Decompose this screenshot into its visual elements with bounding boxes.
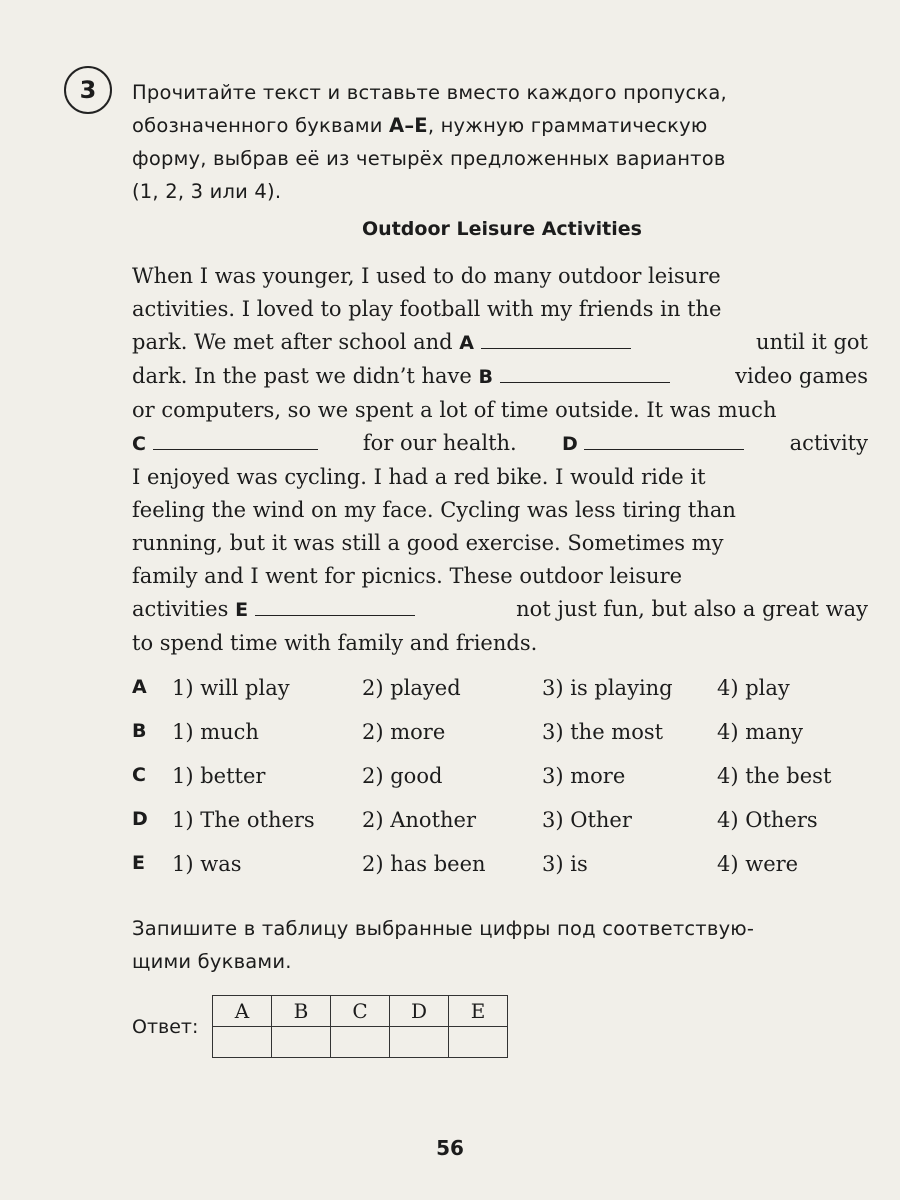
option-2[interactable]: 2) more	[362, 720, 446, 744]
answer-table-header	[213, 996, 508, 1027]
option-letter: D	[132, 808, 148, 830]
gap-letter-b: B	[478, 366, 493, 388]
text-line	[132, 293, 868, 326]
option-4[interactable]: 4) play	[717, 676, 790, 700]
text-fragment	[132, 427, 318, 461]
instruction-letters: A–E	[389, 114, 428, 137]
text-fragment: not just fun, but also a great way	[516, 597, 868, 621]
text-fragment: family and I went for picnics. These outdoor leisure	[132, 564, 683, 588]
gap-b-blank	[500, 360, 670, 383]
text-fragment: activity	[789, 431, 868, 455]
page-number: 56	[436, 1136, 464, 1160]
instruction-line	[132, 109, 872, 142]
gap-a-blank	[481, 326, 631, 349]
gap-c-blank	[153, 427, 318, 450]
gap-e-blank	[255, 593, 415, 616]
option-letter: A	[132, 676, 147, 698]
gap-letter-d: D	[561, 433, 578, 455]
option-row-c	[132, 764, 872, 808]
answer-cell-b[interactable]	[272, 1027, 331, 1058]
answer-options	[132, 676, 872, 896]
option-2[interactable]: 2) Another	[362, 808, 476, 832]
answer-header-e: E	[449, 996, 508, 1027]
option-2[interactable]: 2) has been	[362, 852, 486, 876]
option-1[interactable]: 1) much	[172, 720, 259, 744]
text-fragment	[562, 427, 744, 461]
text-line	[132, 427, 868, 461]
answer-cell-e[interactable]	[449, 1027, 508, 1058]
text-line	[132, 394, 868, 427]
gap-letter-e: E	[235, 599, 249, 621]
option-1[interactable]: 1) better	[172, 764, 266, 788]
text-fragment	[132, 326, 631, 360]
gap-letter-c: C	[132, 433, 146, 455]
answer-cell-d[interactable]	[390, 1027, 449, 1058]
option-3[interactable]: 3) Other	[542, 808, 632, 832]
instruction-line: форму, выбрав её из четырёх предложенных вариантов	[132, 147, 726, 170]
task-number-badge	[64, 66, 112, 114]
gap-letter-a: A	[459, 332, 475, 354]
answer-header-b: B	[272, 996, 331, 1027]
text-line	[132, 627, 868, 660]
option-1[interactable]: 1) will play	[172, 676, 290, 700]
text-line	[132, 593, 868, 627]
answer-instruction-line: Запишите в таблицу выбранные цифры под соответствую-	[132, 917, 755, 940]
option-1[interactable]: 1) was	[172, 852, 242, 876]
text-fragment: until it got	[756, 330, 868, 354]
answer-instruction	[132, 912, 872, 978]
text-line	[132, 461, 868, 494]
text-fragment: feeling the wind on my face. Cycling was less tiring than	[132, 498, 736, 522]
text-fragment: for our health.	[362, 431, 517, 455]
option-letter: E	[132, 852, 145, 874]
task-instruction	[132, 76, 872, 208]
option-4[interactable]: 4) many	[717, 720, 804, 744]
text-fragment: dark. In the past we didn’t have	[132, 364, 479, 388]
text-title: Outdoor Leisure Activities	[362, 218, 642, 240]
text-fragment: activities. I loved to play football with my friends in the	[132, 297, 722, 321]
answer-instruction-line: щими буквами.	[132, 950, 292, 973]
option-row-a	[132, 676, 872, 720]
option-3[interactable]: 3) is	[542, 852, 588, 876]
option-4[interactable]: 4) were	[717, 852, 799, 876]
text-fragment: video games	[735, 364, 868, 388]
answer-cell-a[interactable]	[213, 1027, 272, 1058]
option-letter: B	[132, 720, 147, 742]
answer-header-a: A	[213, 996, 272, 1027]
option-2[interactable]: 2) played	[362, 676, 461, 700]
option-4[interactable]: 4) the best	[717, 764, 832, 788]
answer-label: Ответ:	[132, 1016, 199, 1038]
text-fragment: or computers, so we spent a lot of time outside. It was much	[132, 398, 777, 422]
text-fragment: to spend time with family and friends.	[132, 631, 538, 655]
text-line	[132, 260, 868, 293]
text-line	[132, 560, 868, 593]
text-fragment	[132, 593, 415, 627]
option-letter: C	[132, 764, 146, 786]
gap-d-blank	[584, 427, 744, 450]
instruction-line: Прочитайте текст и вставьте вместо каждого пропуска,	[132, 81, 727, 104]
instruction-text: обозначенного буквами	[132, 114, 390, 137]
option-4[interactable]: 4) Others	[717, 808, 818, 832]
option-3[interactable]: 3) the most	[542, 720, 664, 744]
text-fragment: I enjoyed was cycling. I had a red bike. I would ride it	[132, 465, 706, 489]
option-3[interactable]: 3) is playing	[542, 676, 673, 700]
text-fragment: When I was younger, I used to do many outdoor leisure	[132, 264, 721, 288]
instruction-text: , нужную грамматическую	[427, 114, 708, 137]
option-row-d	[132, 808, 872, 852]
text-fragment: running, but it was still a good exercise. Sometimes my	[132, 531, 724, 555]
answer-header-d: D	[390, 996, 449, 1027]
task-number: 3	[79, 76, 97, 104]
answer-table-inputs	[213, 1027, 508, 1058]
text-line	[132, 360, 868, 394]
answer-header-c: C	[331, 996, 390, 1027]
option-row-b	[132, 720, 872, 764]
text-line	[132, 494, 868, 527]
option-3[interactable]: 3) more	[542, 764, 626, 788]
option-1[interactable]: 1) The others	[172, 808, 315, 832]
text-fragment: activities	[132, 597, 236, 621]
text-fragment: park. We met after school and	[132, 330, 460, 354]
answer-cell-c[interactable]	[331, 1027, 390, 1058]
option-2[interactable]: 2) good	[362, 764, 443, 788]
option-row-e	[132, 852, 872, 896]
instruction-line: (1, 2, 3 или 4).	[132, 180, 282, 203]
reading-text	[132, 260, 868, 660]
text-line	[132, 326, 868, 360]
answer-table	[212, 995, 508, 1058]
text-fragment	[132, 360, 670, 394]
text-line	[132, 527, 868, 560]
